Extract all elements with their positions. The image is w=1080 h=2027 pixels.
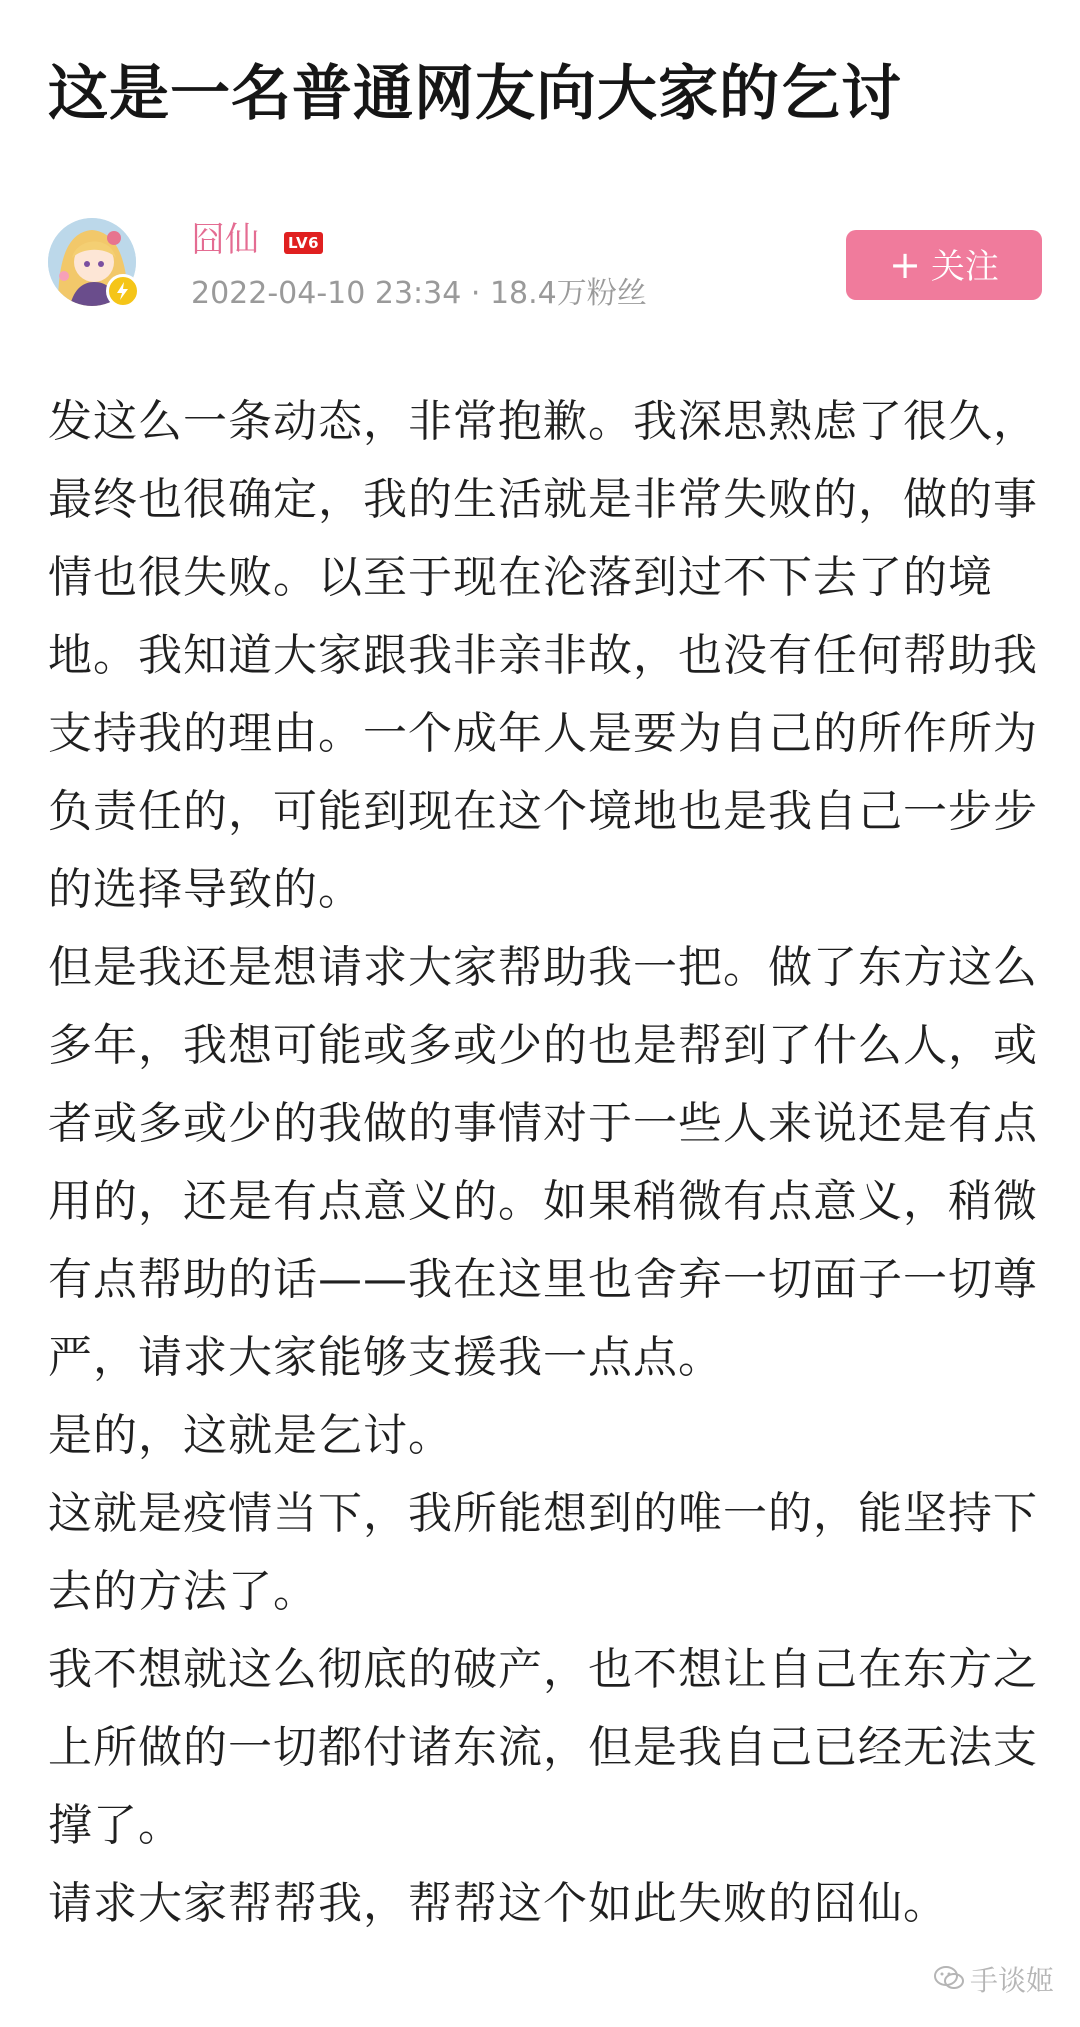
follow-button-label: 关注: [930, 247, 999, 287]
lightning-icon: [109, 277, 137, 305]
content-paragraph: 请求大家帮帮我，帮帮这个如此失败的囧仙。: [48, 1878, 948, 1929]
verified-badge: [106, 274, 140, 308]
content-paragraph: 发这么一条动态，非常抱歉。我深思熟虑了很久，最终也很确定，我的生活就是非常失败的，做的事情也很失败。以至于现在沦落到过不下去了的境地。我知道大家跟我非亲非故，也没有任何帮助我支持我的理由。一个成年人是要为自己的所作所为负责任的，可能到现在这个境地也是我自己一步步的选择导致的。: [48, 396, 1038, 915]
wechat-icon: [934, 1965, 964, 1999]
plus-icon: +: [889, 243, 921, 287]
content-paragraph: 是的，这就是乞讨。: [48, 1410, 453, 1461]
content-paragraph: 但是我还是想请求大家帮助我一把。做了东方这么多年，我想可能或多或少的也是帮到了什么人，或者或多或少的我做的事情对于一些人来说还是有点用的，还是有点意义的。如果稍微有点意义，稍微有点帮助的话——我在这里也舍弃一切面子一切尊严，请求大家能够支援我一点点。: [48, 942, 1038, 1383]
watermark: [934, 1964, 1054, 1999]
watermark-text: 手谈姬: [969, 1964, 1054, 1997]
author-name[interactable]: 囧仙: [191, 220, 259, 260]
author-row: [48, 212, 1038, 322]
level-badge: LV6: [284, 232, 323, 254]
post-content: [48, 383, 1038, 1943]
content-paragraph: 这就是疫情当下，我所能想到的唯一的，能坚持下去的方法了。: [48, 1488, 1038, 1617]
follow-button[interactable]: [846, 230, 1042, 300]
post-title: 这是一名普通网友向大家的乞讨: [48, 59, 902, 129]
post-meta: 2022-04-10 23:34 · 18.4万粉丝: [191, 276, 647, 311]
content-paragraph: 我不想就这么彻底的破产，也不想让自己在东方之上所做的一切都付诸东流，但是我自己已经无法支撑了。: [48, 1644, 1038, 1851]
